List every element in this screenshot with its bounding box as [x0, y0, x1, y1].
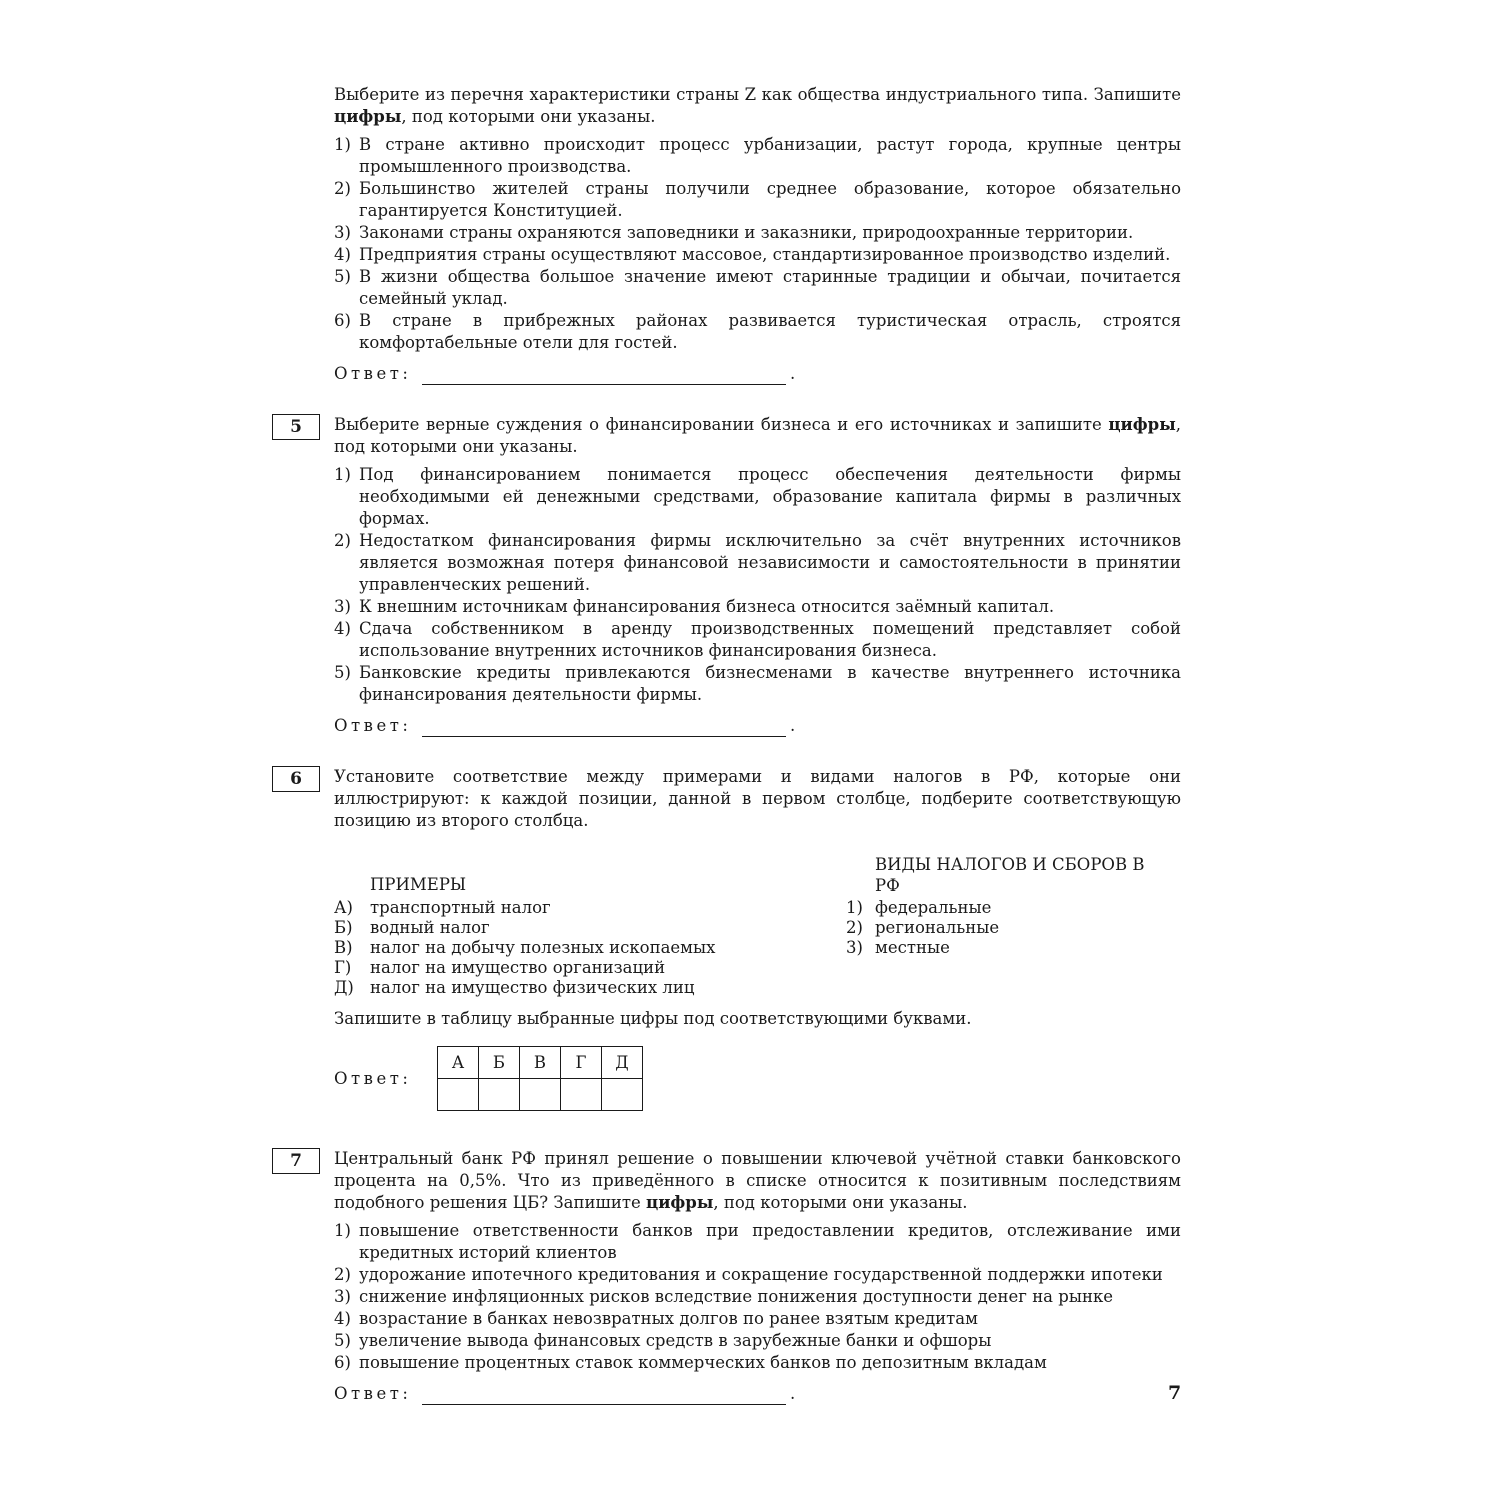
page-content	[290, 84, 1181, 1405]
answer-table-cell[interactable]	[602, 1079, 643, 1111]
examples-column	[334, 854, 846, 998]
answer-label: Ответ:	[334, 1384, 412, 1403]
tax-types-column	[846, 854, 1181, 998]
tax-types-header: ВИДЫ НАЛОГОВ И СБОРОВ В РФ	[875, 855, 1145, 895]
answer-blank[interactable]	[422, 368, 786, 385]
list-item: 6) повышение процентных ставок коммерческих банков по депозитным вкладам	[334, 1353, 1047, 1372]
list-item: Д) налог на имущество физических лиц	[334, 978, 695, 997]
list-item: 5) Банковские кредиты привлекаются бизнесменами в качестве внутреннего источника финансирования деятельности фирмы.	[334, 663, 1181, 704]
task-4	[334, 84, 1181, 385]
answer-table-letter: Г	[561, 1047, 602, 1079]
answer-dot: .	[790, 716, 796, 735]
task-6-instruction: Запишите в таблицу выбранные цифры под соответствующими буквами.	[334, 1009, 972, 1028]
examples-list	[334, 898, 846, 998]
list-item: 1) Под финансированием понимается процесс обеспечения деятельности фирмы необходимыми ей денежными средствами, образование капитала фирмы в различных формах.	[334, 465, 1181, 528]
list-item: Б) водный налог	[334, 918, 490, 937]
task-7	[290, 1148, 1181, 1405]
answer-table-cell[interactable]	[438, 1079, 479, 1111]
list-item: 1) повышение ответственности банков при предоставлении кредитов, отслеживание ими кредитных историй клиентов	[334, 1221, 1181, 1262]
list-item: 3) Законами страны охраняются заповедники и заказники, природоохранные территории.	[334, 223, 1134, 242]
matching-columns	[334, 854, 1181, 998]
list-item: 1) В стране активно происходит процесс урбанизации, растут города, крупные центры промышленного производства.	[334, 135, 1181, 176]
answer-label: Ответ:	[334, 364, 412, 383]
list-item: 2) удорожание ипотечного кредитования и сокращение государственной поддержки ипотеки	[334, 1265, 1163, 1284]
answer-table-letter: А	[438, 1047, 479, 1079]
task-5-options	[334, 464, 1181, 706]
answer-blank[interactable]	[422, 720, 786, 737]
answer-table-cell[interactable]	[520, 1079, 561, 1111]
list-item: 2) Большинство жителей страны получили среднее образование, которое обязательно гарантируется Конституцией.	[334, 179, 1181, 220]
answer-dot: .	[790, 364, 796, 383]
task-6-answer	[334, 1046, 1181, 1111]
task-5	[290, 414, 1181, 737]
list-item: Г) налог на имущество организаций	[334, 958, 666, 977]
task-number-box: 7	[272, 1148, 320, 1174]
list-item: 2) региональные	[846, 918, 1000, 937]
answer-table-header-row	[438, 1047, 643, 1079]
answer-label: Ответ:	[334, 1068, 412, 1088]
answer-table	[437, 1046, 643, 1111]
examples-header: ПРИМЕРЫ	[370, 875, 467, 894]
task-5-intro: Выберите верные суждения о финансировании бизнеса и его источниках и запишите цифры, под которыми они указаны.	[334, 415, 1181, 456]
list-item: В) налог на добычу полезных ископаемых	[334, 938, 716, 957]
answer-table-letter: В	[520, 1047, 561, 1079]
list-item: 4) Сдача собственником в аренду производственных помещений представляет собой использование внутренних источников финансирования бизнеса.	[334, 619, 1181, 660]
task-4-intro: Выберите из перечня характеристики страны Z как общества индустриального типа. Запишите цифры, под которыми они указаны.	[334, 85, 1181, 126]
list-item: 5) В жизни общества большое значение имеют старинные традиции и обычаи, почитается семейный уклад.	[334, 267, 1181, 308]
list-item: 4) Предприятия страны осуществляют массовое, стандартизированное производство изделий.	[334, 245, 1171, 264]
list-item: А) транспортный налог	[334, 898, 551, 917]
list-item: 1) федеральные	[846, 898, 992, 917]
list-item: 4) возрастание в банках невозвратных долгов по ранее взятым кредитам	[334, 1309, 978, 1328]
task-6	[290, 766, 1181, 1111]
answer-blank[interactable]	[422, 1388, 786, 1405]
list-item: 2) Недостатком финансирования фирмы исключительно за счёт внутренних источников является возможная потеря финансовой независимости и самостоятельности в принятии управленческих решений.	[334, 531, 1181, 594]
list-item: 3) местные	[846, 938, 950, 957]
task-number-box: 6	[272, 766, 320, 792]
answer-table-input-row	[438, 1079, 643, 1111]
task-6-intro: Установите соответствие между примерами и видами налогов в РФ, которые они иллюстрируют: к каждой позиции, данной в первом столбце, подберите соответствующую позицию из второго столбца.	[334, 767, 1181, 830]
list-item: 3) К внешним источникам финансирования бизнеса относится заёмный капитал.	[334, 597, 1055, 616]
task-number-box: 5	[272, 414, 320, 440]
task-7-intro: Центральный банк РФ принял решение о повышении ключевой учётной ставки банковского процента на 0,5%. Что из приведённого в списке относится к позитивным последствиям подобного решения ЦБ? Запишите цифры, под которыми они указаны.	[334, 1149, 1181, 1212]
answer-table-cell[interactable]	[479, 1079, 520, 1111]
task-4-answer	[334, 363, 1181, 385]
answer-dot: .	[790, 1384, 796, 1403]
list-item: 6) В стране в прибрежных районах развивается туристическая отрасль, строятся комфортабельные отели для гостей.	[334, 311, 1181, 352]
list-item: 5) увеличение вывода финансовых средств в зарубежные банки и офшоры	[334, 1331, 992, 1350]
answer-table-letter: Б	[479, 1047, 520, 1079]
answer-label: Ответ:	[334, 716, 412, 735]
task-7-options	[334, 1220, 1181, 1374]
tax-types-list	[846, 898, 1181, 958]
answer-table-letter: Д	[602, 1047, 643, 1079]
answer-table-cell[interactable]	[561, 1079, 602, 1111]
task-7-answer	[334, 1383, 1181, 1405]
page-number: 7	[1168, 1382, 1182, 1404]
list-item: 3) снижение инфляционных рисков вследствие понижения доступности денег на рынке	[334, 1287, 1114, 1306]
task-4-options	[334, 134, 1181, 354]
task-5-answer	[334, 715, 1181, 737]
